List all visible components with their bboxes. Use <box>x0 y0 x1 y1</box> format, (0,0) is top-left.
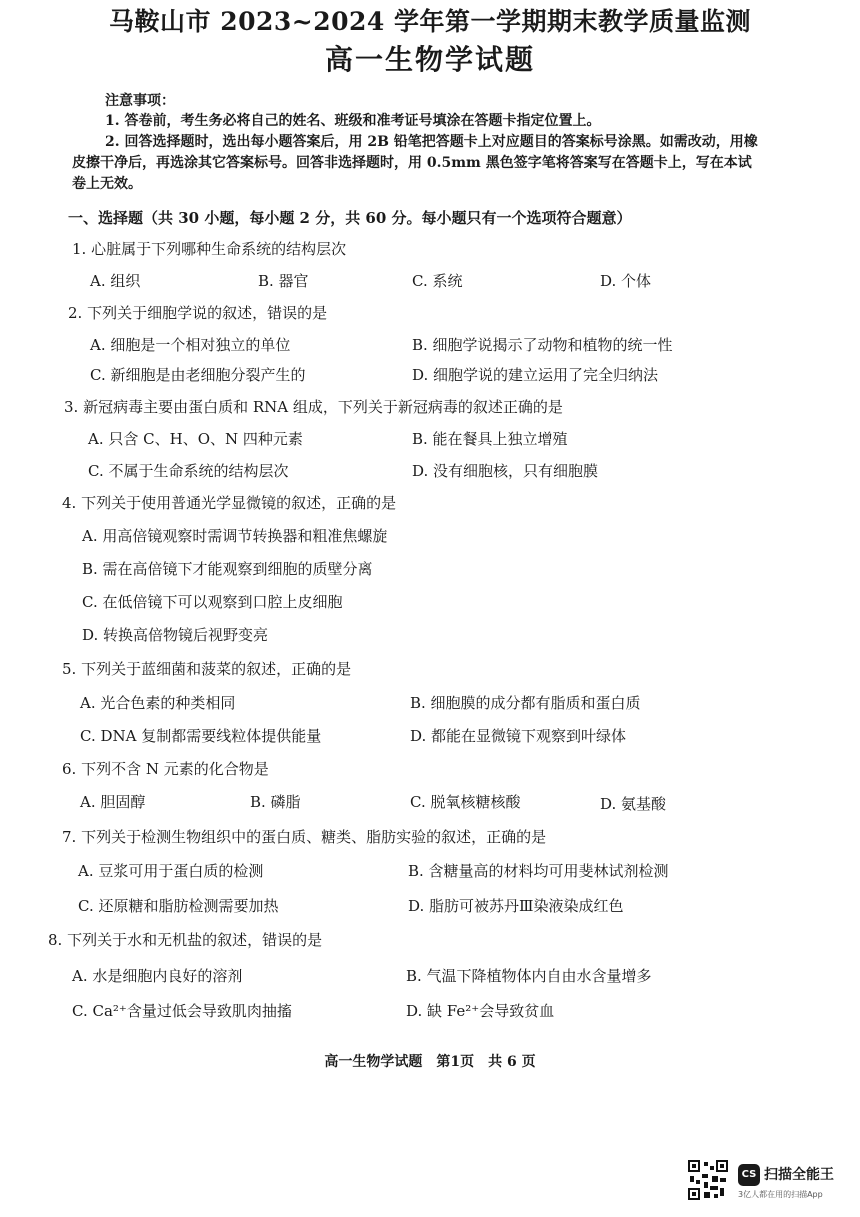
scanner-watermark <box>688 1160 848 1202</box>
option: B. 细胞学说揭示了动物和植物的统一性 <box>412 336 673 354</box>
qr-code-icon <box>688 1160 728 1200</box>
option: C. 脱氧核糖核酸 <box>410 793 521 811</box>
question-stem: 7. 下列关于检测生物组织中的蛋白质、糖类、脂肪实验的叙述，正确的是 <box>62 828 547 846</box>
option: A. 细胞是一个相对独立的单位 <box>90 336 291 354</box>
option: D. 个体 <box>600 272 652 290</box>
option: C. 新细胞是由老细胞分裂产生的 <box>90 366 306 384</box>
option: C. 在低倍镜下可以观察到口腔上皮细胞 <box>82 593 343 611</box>
option: A. 光合色素的种类相同 <box>80 694 236 712</box>
scanner-app-name: 扫描全能王 <box>764 1167 834 1183</box>
notes-heading: 注意事项： <box>105 93 175 109</box>
option: B. 能在餐具上独立增殖 <box>412 430 568 448</box>
note-item: 1. 答卷前，考生务必将自己的姓名、班级和准考证号填涂在答题卡指定位置上。 <box>105 113 601 129</box>
option: C. 还原糖和脂肪检测需要加热 <box>78 897 279 915</box>
exam-subject-title: 高一生物学试题 <box>324 43 535 76</box>
option: D. 细胞学说的建立运用了完全归纳法 <box>412 366 659 384</box>
option: D. 没有细胞核，只有细胞膜 <box>412 462 599 480</box>
question-stem: 3. 新冠病毒主要由蛋白质和 RNA 组成，下列关于新冠病毒的叙述正确的是 <box>64 398 563 416</box>
scanner-logo: CS <box>738 1164 760 1186</box>
option: D. 缺 Fe²⁺会导致贫血 <box>406 1002 555 1020</box>
option: C. 系统 <box>412 272 463 290</box>
option: D. 转换高倍物镜后视野变亮 <box>82 626 269 644</box>
option: B. 含糖量高的材料均可用斐林试剂检测 <box>408 862 669 880</box>
question-stem: 5. 下列关于蓝细菌和菠菜的叙述，正确的是 <box>62 660 352 678</box>
section-heading: 一、选择题（共 30 小题，每小题 2 分，共 60 分。每小题只有一个选项符合题意） <box>68 209 632 227</box>
option: D. 脂肪可被苏丹Ⅲ染液染成红色 <box>408 897 624 915</box>
option: C. DNA 复制都需要线粒体提供能量 <box>80 727 322 745</box>
option: A. 胆固醇 <box>80 793 146 811</box>
page-footer: 高一生物学试题 第1页 共 6 页 <box>324 1054 536 1070</box>
option: C. Ca²⁺含量过低会导致肌肉抽搐 <box>72 1002 292 1020</box>
option: A. 用高倍镜观察时需调节转换器和粗准焦螺旋 <box>82 527 388 545</box>
option: B. 需在高倍镜下才能观察到细胞的质壁分离 <box>82 560 373 578</box>
question-stem: 4. 下列关于使用普通光学显微镜的叙述，正确的是 <box>62 494 397 512</box>
option: D. 氨基酸 <box>600 795 667 813</box>
option: D. 都能在显微镜下观察到叶绿体 <box>410 727 627 745</box>
option: B. 磷脂 <box>250 793 301 811</box>
option: B. 气温下降植物体内自由水含量增多 <box>406 967 652 985</box>
option: A. 豆浆可用于蛋白质的检测 <box>78 862 264 880</box>
scanner-tagline: 3亿人都在用的扫描App <box>738 1190 823 1199</box>
exam-title: 马鞍山市 2023~2024 学年第一学期期末教学质量监测 <box>108 7 752 36</box>
option: A. 组织 <box>90 272 141 290</box>
question-stem: 6. 下列不含 N 元素的化合物是 <box>62 760 269 778</box>
question-stem: 2. 下列关于细胞学说的叙述，错误的是 <box>68 304 328 322</box>
note-item: 2. 回答选择题时，选出每小题答案后，用 2B 铅笔把答题卡上对应题目的答案标号涂黑。如需改动，用橡皮擦干净后，再选涂其它答案标号。回答非选择题时，用 0.5mm 黑色签字笔将答案写在答题卡上，写在本试卷上无效。 <box>72 134 758 192</box>
option: B. 细胞膜的成分都有脂质和蛋白质 <box>410 694 641 712</box>
option: A. 水是细胞内良好的溶剂 <box>72 967 243 985</box>
option: C. 不属于生命系统的结构层次 <box>88 462 289 480</box>
question-stem: 1. 心脏属于下列哪种生命系统的结构层次 <box>72 240 347 258</box>
option: B. 器官 <box>258 272 309 290</box>
option: A. 只含 C、H、O、N 四种元素 <box>88 430 303 448</box>
question-stem: 8. 下列关于水和无机盐的叙述，错误的是 <box>48 931 323 949</box>
